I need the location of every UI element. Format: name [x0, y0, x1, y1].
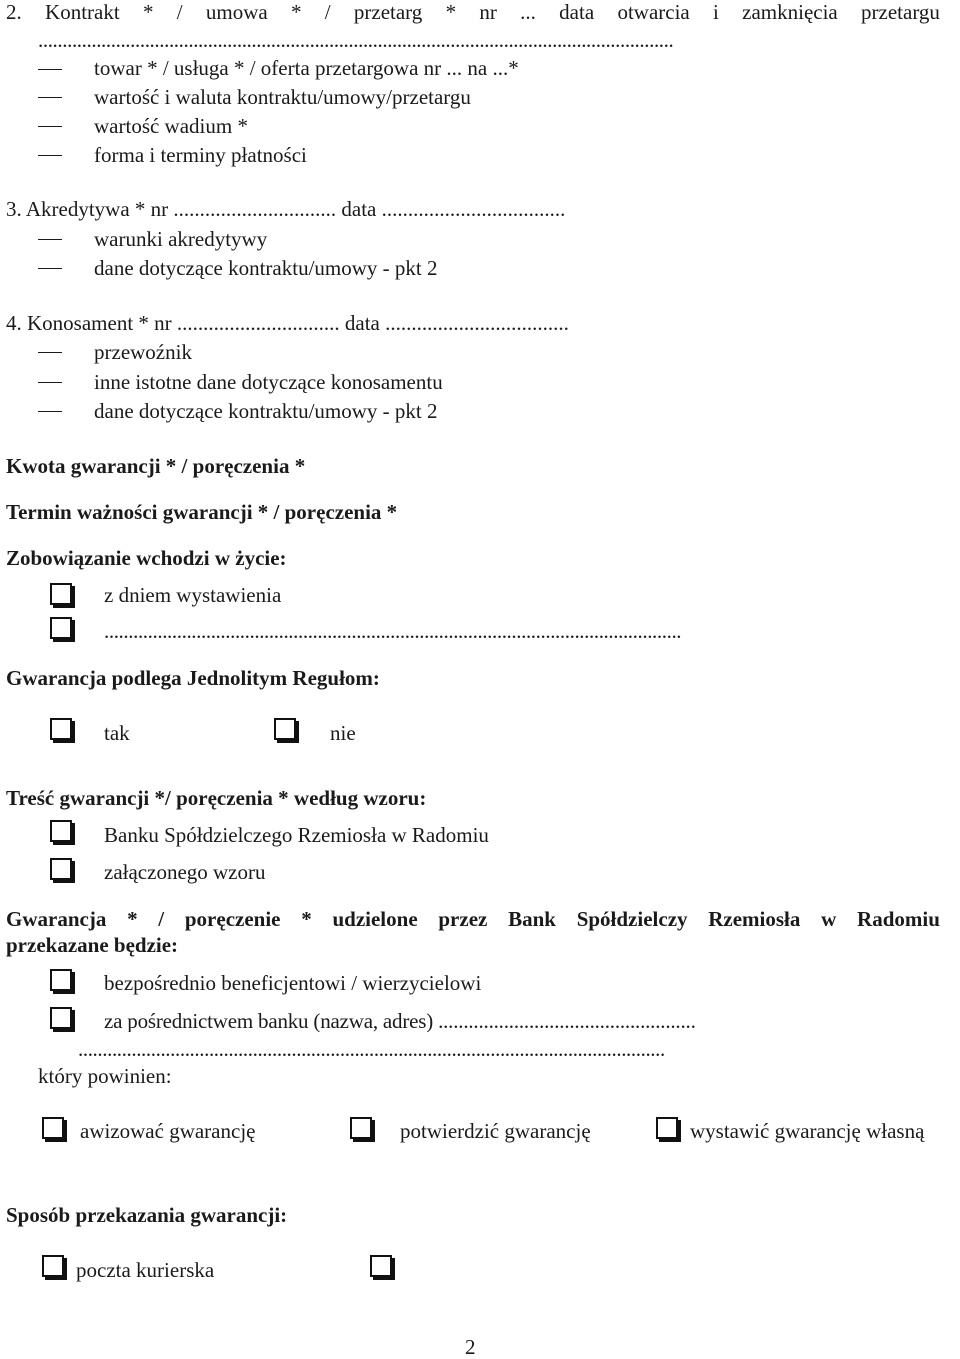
- section2-heading-word: *: [445, 0, 457, 24]
- section2-item-goods: towar * / usługa * / oferta przetargowa nr ... na ...*: [94, 56, 519, 80]
- section2-heading-word: ...: [520, 0, 536, 24]
- checkbox-attached-template[interactable]: [50, 858, 72, 880]
- section2-heading-word: przetargu: [861, 0, 940, 24]
- section4-item-contract: dane dotyczące kontraktu/umowy - pkt 2: [94, 399, 438, 423]
- checkbox-transfer-other[interactable]: [370, 1255, 392, 1277]
- delivery-heading-word: Bank: [508, 907, 556, 931]
- section2-heading-word: zamknięcia: [742, 0, 838, 24]
- section2-heading-word: nr: [479, 0, 497, 24]
- dash-bullet: [38, 97, 62, 98]
- action-issue-own-label: wystawić gwarancję własną: [690, 1119, 925, 1143]
- content-label: Treść gwarancji */ poręczenia * według wzoru:: [6, 786, 427, 810]
- section3-item-contract: dane dotyczące kontraktu/umowy - pkt 2: [94, 256, 438, 280]
- dash-bullet: [38, 411, 62, 412]
- section2-heading-word: *: [290, 0, 302, 24]
- checkbox-via-bank[interactable]: [50, 1007, 72, 1029]
- section3-item-terms: warunki akredytywy: [94, 227, 268, 251]
- section2-heading-word: data: [559, 0, 595, 24]
- section4-item-bill-data: inne istotne dane dotyczące konosamentu: [94, 370, 443, 394]
- delivery-dots-line: .........................................................................................................................: [78, 1039, 665, 1060]
- delivery-heading-line2: przekazane będzie:: [6, 933, 179, 957]
- delivery-option-direct: bezpośrednio beneficjentowi / wierzycielowi: [104, 971, 482, 995]
- guarantee-validity-label: Termin ważności gwarancji * / poręczenia *: [6, 500, 398, 524]
- delivery-heading-word: *: [301, 907, 312, 931]
- delivery-heading-word: Spółdzielczy: [576, 907, 688, 931]
- section2-heading-word: przetarg: [353, 0, 423, 24]
- transfer-option-courier: poczta kurierska: [76, 1258, 215, 1282]
- section2-heading-word: Kontrakt: [45, 0, 120, 24]
- section2-dots-line: ...................................................................................................................................: [38, 30, 674, 51]
- section2-heading-word: /: [176, 0, 183, 24]
- section2-heading-word: i: [713, 0, 719, 24]
- delivery-heading-word: udzielone: [332, 907, 418, 931]
- rules-label: Gwarancja podlega Jednolitym Regułom:: [6, 666, 380, 690]
- page-number: 2: [465, 1335, 476, 1359]
- delivery-heading-word: *: [127, 907, 138, 931]
- rules-yes-label: tak: [104, 721, 130, 745]
- delivery-heading-word: Rzemiosła: [708, 907, 801, 931]
- section2-heading-word: umowa: [205, 0, 268, 24]
- section2-item-deposit: wartość wadium *: [94, 114, 248, 138]
- section2-heading-word: *: [142, 0, 154, 24]
- section2-heading-word: 2.: [6, 0, 22, 24]
- section3-heading: 3. Akredytywa * nr ............................... data ...................................: [6, 197, 566, 221]
- delivery-heading-word: Gwarancja: [6, 907, 107, 931]
- rules-no-label: nie: [330, 721, 356, 745]
- section2-heading: [6, 2, 940, 23]
- effective-option-issue-date: z dniem wystawienia: [104, 583, 282, 607]
- delivery-should-label: który powinien:: [38, 1064, 172, 1088]
- checkbox-issue-date[interactable]: [50, 583, 72, 605]
- effective-option-other-dots: .......................................................................................................................: [104, 621, 682, 642]
- action-confirm-label: potwierdzić gwarancję: [400, 1119, 591, 1143]
- delivery-heading-word: Radomiu: [857, 907, 940, 931]
- section2-item-payment: forma i terminy płatności: [94, 143, 307, 167]
- checkbox-direct-beneficiary[interactable]: [50, 969, 72, 991]
- checkbox-issue-own-guarantee[interactable]: [656, 1117, 678, 1139]
- dash-bullet: [38, 239, 62, 240]
- dash-bullet: [38, 69, 62, 70]
- checkbox-rules-no[interactable]: [274, 718, 296, 740]
- checkbox-advise-guarantee[interactable]: [42, 1117, 64, 1139]
- checkbox-confirm-guarantee[interactable]: [350, 1117, 372, 1139]
- dash-bullet: [38, 268, 62, 269]
- section4-heading: 4. Konosament * nr ............................... data ...................................: [6, 311, 569, 335]
- section2-item-value: wartość i waluta kontraktu/umowy/przetargu: [94, 85, 471, 109]
- checkbox-courier-mail[interactable]: [42, 1255, 64, 1277]
- content-option-attached-template: załączonego wzoru: [104, 860, 266, 884]
- section2-heading-word: otwarcia: [617, 0, 690, 24]
- dash-bullet: [38, 155, 62, 156]
- section4-item-carrier: przewoźnik: [94, 340, 192, 364]
- checkbox-effective-other[interactable]: [50, 617, 72, 639]
- checkbox-rules-yes[interactable]: [50, 718, 72, 740]
- effective-label: Zobowiązanie wchodzi w życie:: [6, 546, 287, 570]
- dash-bullet: [38, 126, 62, 127]
- checkbox-bank-template[interactable]: [50, 820, 72, 842]
- delivery-heading-word: poręczenie: [184, 907, 281, 931]
- delivery-heading-word: /: [158, 907, 165, 931]
- delivery-option-via-bank: za pośrednictwem banku (nazwa, adres) ...................................................: [104, 1011, 696, 1032]
- transfer-label: Sposób przekazania gwarancji:: [6, 1203, 288, 1227]
- delivery-heading-word: w: [821, 907, 837, 931]
- guarantee-amount-label: Kwota gwarancji * / poręczenia *: [6, 454, 306, 478]
- delivery-heading-word: przez: [438, 907, 488, 931]
- dash-bullet: [38, 382, 62, 383]
- section2-heading-word: /: [324, 0, 331, 24]
- content-option-bank-template: Banku Spółdzielczego Rzemiosła w Radomiu: [104, 823, 489, 847]
- delivery-heading: [6, 909, 940, 930]
- dash-bullet: [38, 352, 62, 353]
- action-advise-label: awizować gwarancję: [80, 1119, 256, 1143]
